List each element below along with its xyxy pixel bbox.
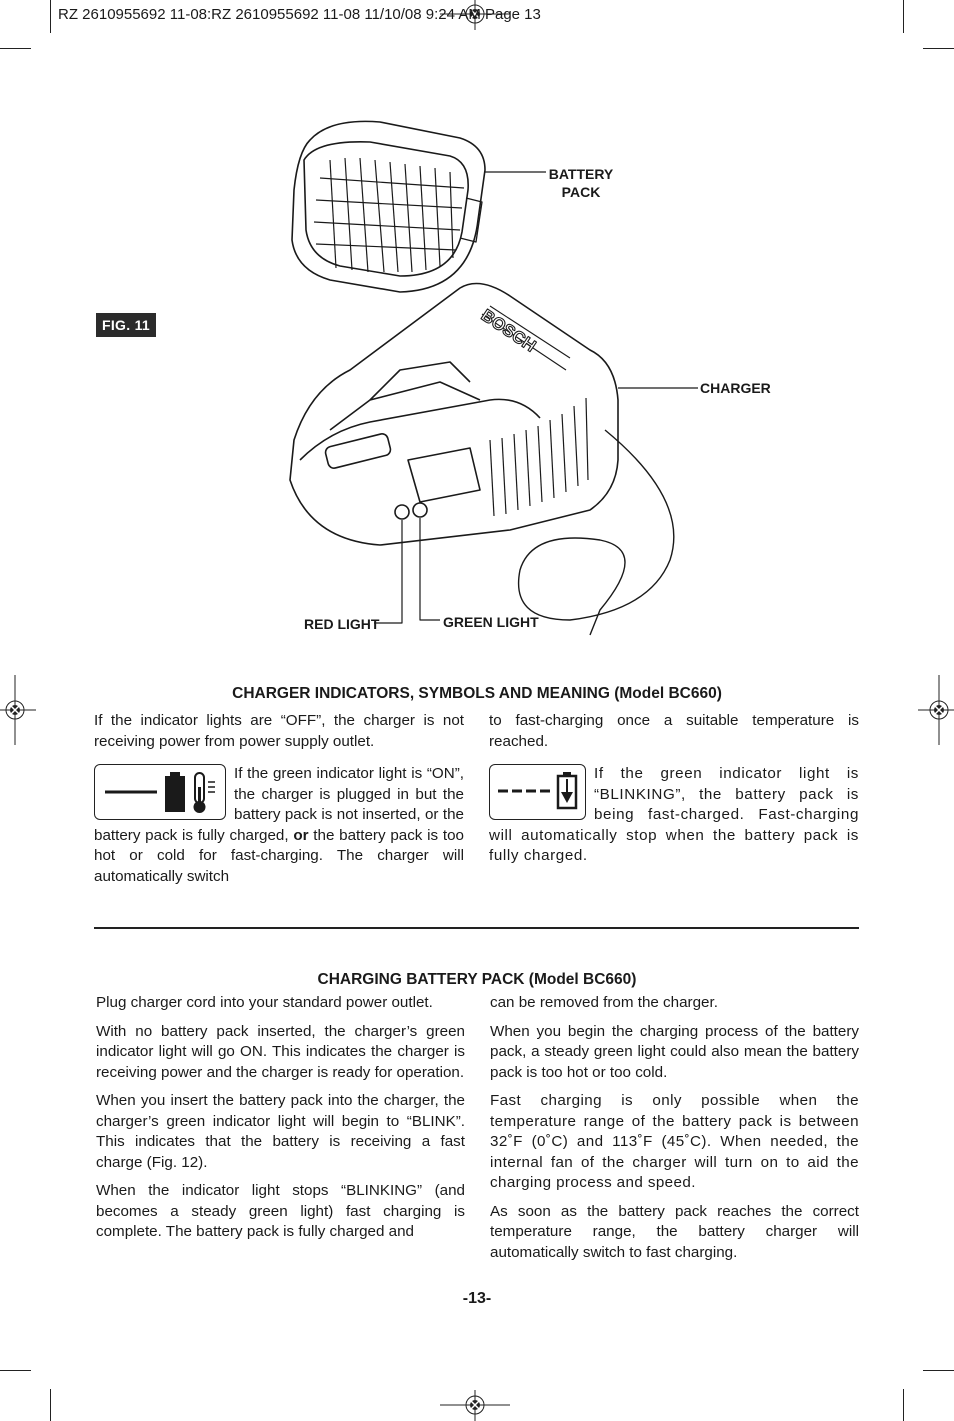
callout-red-light: RED LIGHT [304, 616, 380, 632]
indicators-right-text: If the green indicator light is “BLINKING”, the battery pack is being fast-charged. Fast-charging will automatically stop when the battery pack is fully charged. [489, 765, 859, 864]
charger-drawing [290, 284, 618, 546]
indicators-right-body [489, 764, 859, 875]
section-divider [94, 927, 859, 929]
indicators-left-column [94, 711, 464, 764]
charging-left-p2: With no battery pack inserted, the charger’s green indicator light will go ON. This indicates the charger is receiving power and the charger is ready for operation. [96, 1022, 465, 1081]
callout-battery-pack [548, 165, 614, 201]
charging-left-p3: When you insert the battery pack into the charger, the charger’s green indicator light will begin to “BLINK”. This indicates that the battery is receiving a fast charge (Fig. 12). [96, 1092, 465, 1171]
crop-mark-bl-h [0, 1370, 31, 1371]
icon-float-spacer [94, 764, 234, 824]
crop-mark-tl-h [0, 48, 31, 49]
crop-mark-tl-v [50, 0, 51, 33]
charging-left-p1: Plug charger cord into your standard power outlet. [96, 994, 433, 1011]
crop-mark-bl-v [50, 1389, 51, 1421]
indicators-left-paragraph [94, 764, 464, 887]
charging-left-p4: When the indicator light stops “BLINKING” (and becomes a steady green light) fast charging is complete. The battery pack is fully charged and [96, 1182, 465, 1240]
print-slug: RZ 2610955692 11-08:RZ 2610955692 11-08 11/10/08 9:24 AM Page 13 [58, 6, 541, 23]
callout-green-light: GREEN LIGHT [443, 614, 539, 630]
crop-mark-br-v [903, 1389, 904, 1421]
icon-float-spacer [489, 764, 594, 824]
charging-right-p2: When you begin the charging process of the battery pack, a steady green light could also mean the battery pack is too hot or too cold. [490, 1022, 859, 1081]
callout-battery-pack-line2: PACK [561, 184, 601, 200]
callout-battery-pack-line1: BATTERY [548, 166, 614, 182]
charging-right-p3: Fast charging is only possible when the temperature range of the battery pack is between 32˚F (0˚C) and 113˚F (45˚C). When needed, the internal fan of the charger will turn on to aid the charging process and speed. [490, 1092, 859, 1191]
indicators-left-text-a: If the green indicator light is “ON”, the charger is plugged in but the battery pack is not inserted, or the battery pack is fully charged, [94, 765, 464, 844]
indicators-left-text-b: the battery pack is too hot or cold for fast-charging. The charger will automatically switch [94, 826, 464, 885]
indicators-section-title: CHARGER INDICATORS, SYMBOLS AND MEANING (Model BC660) [232, 685, 722, 702]
figure-label: FIG. 11 [96, 313, 156, 337]
indicators-left-intro: If the indicator lights are “OFF”, the charger is not receiving power from power supply outlet. [94, 712, 464, 750]
crop-mark-tr-h [923, 48, 954, 49]
indicators-right-intro: to fast-charging once a suitable temperature is reached. [489, 712, 859, 750]
charging-right-p4: As soon as the battery pack reaches the correct temperature range, the battery charger will automatically switch to fast charging. [490, 1202, 859, 1261]
crop-mark-tr-v [903, 0, 904, 33]
battery-pack-drawing [292, 121, 485, 292]
charging-right-p1: can be removed from the charger. [490, 994, 718, 1011]
callout-charger: CHARGER [700, 380, 771, 396]
charging-section-title: CHARGING BATTERY PACK (Model BC660) [317, 971, 637, 988]
brand-logo: BOSCH [477, 305, 540, 356]
page-number: -13- [462, 1290, 492, 1307]
charger-illustration [270, 100, 700, 640]
registration-mark-bottom [440, 1390, 510, 1421]
charging-right-column [490, 993, 859, 1271]
charging-left-column [96, 993, 465, 1251]
indicators-right-paragraph [489, 764, 859, 867]
indicators-left-text-bold: or [293, 826, 309, 844]
indicators-left-body [94, 764, 464, 895]
indicators-right-column [489, 711, 859, 764]
crop-mark-br-h [923, 1370, 954, 1371]
